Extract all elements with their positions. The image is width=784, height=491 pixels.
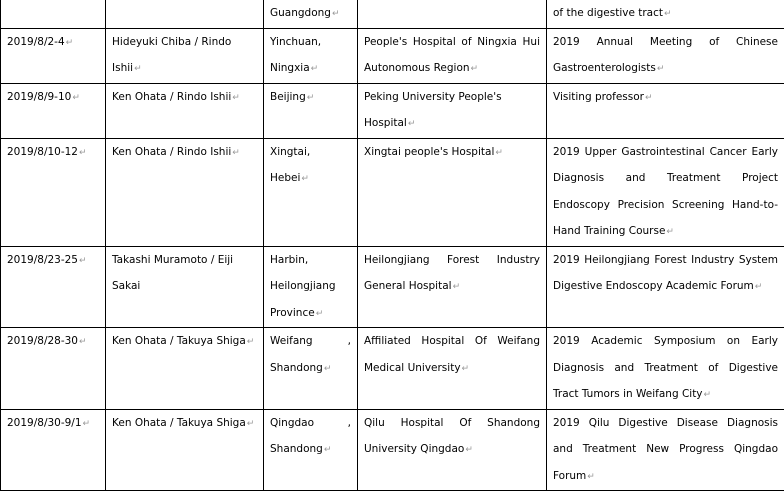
venue-cell: Heilongjiang Forest Industry General Hospital↵ bbox=[358, 246, 547, 328]
paragraph-mark-icon: ↵ bbox=[465, 445, 473, 455]
venue-cell: Peking University People's Hospital↵ bbox=[358, 83, 547, 138]
city-cell: Qingdao , Shandong↵ bbox=[264, 409, 358, 491]
paragraph-mark-icon: ↵ bbox=[587, 472, 595, 482]
paragraph-mark-icon: ↵ bbox=[316, 309, 324, 319]
paragraph-mark-icon: ↵ bbox=[79, 148, 87, 158]
paragraph-mark-icon: ↵ bbox=[704, 390, 712, 400]
table-row bbox=[1, 328, 784, 410]
paragraph-mark-icon: ↵ bbox=[311, 64, 319, 74]
presenters-cell: Takashi Muramoto / Eiji Sakai bbox=[106, 246, 264, 328]
paragraph-mark-icon: ↵ bbox=[79, 337, 87, 347]
event-cell: 2019 Upper Gastrointestinal Cancer Early Diagnosis and Treatment Project Endoscopy Precision Screening Hand-to-Hand Training Course↵ bbox=[547, 138, 784, 246]
paragraph-mark-icon: ↵ bbox=[471, 64, 479, 74]
paragraph-mark-icon: ↵ bbox=[645, 93, 653, 103]
paragraph-mark-icon: ↵ bbox=[247, 337, 255, 347]
city-cell: Yinchuan, Ningxia↵ bbox=[264, 28, 358, 83]
presenters-cell: Ken Ohata / Rindo Ishii↵ bbox=[106, 138, 264, 246]
date-cell: 2019/8/23-25↵ bbox=[1, 246, 106, 328]
schedule-table-body bbox=[1, 0, 784, 491]
paragraph-mark-icon: ↵ bbox=[79, 256, 87, 266]
paragraph-mark-icon: ↵ bbox=[232, 93, 240, 103]
venue-cell: People's Hospital of Ningxia Hui Autonomous Region↵ bbox=[358, 28, 547, 83]
paragraph-mark-icon: ↵ bbox=[755, 282, 763, 292]
venue-cell: Qilu Hospital Of Shandong University Qingdao↵ bbox=[358, 409, 547, 491]
event-cell: 2019 Annual Meeting of Chinese Gastroenterologists↵ bbox=[547, 28, 784, 83]
presenters-cell: Hideyuki Chiba / Rindo Ishii↵ bbox=[106, 28, 264, 83]
table-row bbox=[1, 0, 784, 28]
event-cell: of the digestive tract↵ bbox=[547, 0, 784, 28]
paragraph-mark-icon: ↵ bbox=[408, 119, 416, 129]
paragraph-mark-icon: ↵ bbox=[657, 64, 665, 74]
date-cell: 2019/8/30-9/1↵ bbox=[1, 409, 106, 491]
event-cell: 2019 Academic Symposium on Early Diagnosis and Treatment of Digestive Tract Tumors in Weifang City↵ bbox=[547, 328, 784, 410]
table-row bbox=[1, 83, 784, 138]
paragraph-mark-icon: ↵ bbox=[495, 148, 503, 158]
city-cell: Weifang , Shandong↵ bbox=[264, 328, 358, 410]
venue-cell bbox=[358, 0, 547, 28]
paragraph-mark-icon: ↵ bbox=[66, 38, 74, 48]
presenters-cell: Ken Ohata / Rindo Ishii↵ bbox=[106, 83, 264, 138]
presenters-cell: Ken Ohata / Takuya Shiga↵ bbox=[106, 328, 264, 410]
presenters-cell: Ken Ohata / Takuya Shiga↵ bbox=[106, 409, 264, 491]
city-cell: Harbin, Heilongjiang Province↵ bbox=[264, 246, 358, 328]
paragraph-mark-icon: ↵ bbox=[83, 419, 91, 429]
event-cell: 2019 Heilongjiang Forest Industry System Digestive Endoscopy Academic Forum↵ bbox=[547, 246, 784, 328]
city-cell: Guangdong↵ bbox=[264, 0, 358, 28]
paragraph-mark-icon: ↵ bbox=[324, 445, 332, 455]
date-cell: 2019/8/10-12↵ bbox=[1, 138, 106, 246]
venue-cell: Affiliated Hospital Of Weifang Medical University↵ bbox=[358, 328, 547, 410]
event-cell: 2019 Qilu Digestive Disease Diagnosis and Treatment New Progress Qingdao Forum↵ bbox=[547, 409, 784, 491]
paragraph-mark-icon: ↵ bbox=[72, 93, 80, 103]
date-cell: 2019/8/9-10↵ bbox=[1, 83, 106, 138]
city-cell: Beijing↵ bbox=[264, 83, 358, 138]
paragraph-mark-icon: ↵ bbox=[247, 419, 255, 429]
date-cell: 2019/8/2-4↵ bbox=[1, 28, 106, 83]
date-cell bbox=[1, 0, 106, 28]
table-row bbox=[1, 246, 784, 328]
table-row bbox=[1, 28, 784, 83]
table-row bbox=[1, 138, 784, 246]
paragraph-mark-icon: ↵ bbox=[666, 227, 674, 237]
paragraph-mark-icon: ↵ bbox=[453, 282, 461, 292]
event-cell: Visiting professor↵ bbox=[547, 83, 784, 138]
paragraph-mark-icon: ↵ bbox=[664, 9, 672, 19]
venue-cell: Xingtai people's Hospital↵ bbox=[358, 138, 547, 246]
paragraph-mark-icon: ↵ bbox=[301, 174, 309, 184]
city-cell: Xingtai, Hebei↵ bbox=[264, 138, 358, 246]
paragraph-mark-icon: ↵ bbox=[134, 64, 142, 74]
paragraph-mark-icon: ↵ bbox=[307, 93, 315, 103]
paragraph-mark-icon: ↵ bbox=[232, 148, 240, 158]
paragraph-mark-icon: ↵ bbox=[462, 364, 470, 374]
table-row bbox=[1, 409, 784, 491]
paragraph-mark-icon: ↵ bbox=[332, 9, 340, 19]
presenters-cell bbox=[106, 0, 264, 28]
date-cell: 2019/8/28-30↵ bbox=[1, 328, 106, 410]
paragraph-mark-icon: ↵ bbox=[324, 364, 332, 374]
